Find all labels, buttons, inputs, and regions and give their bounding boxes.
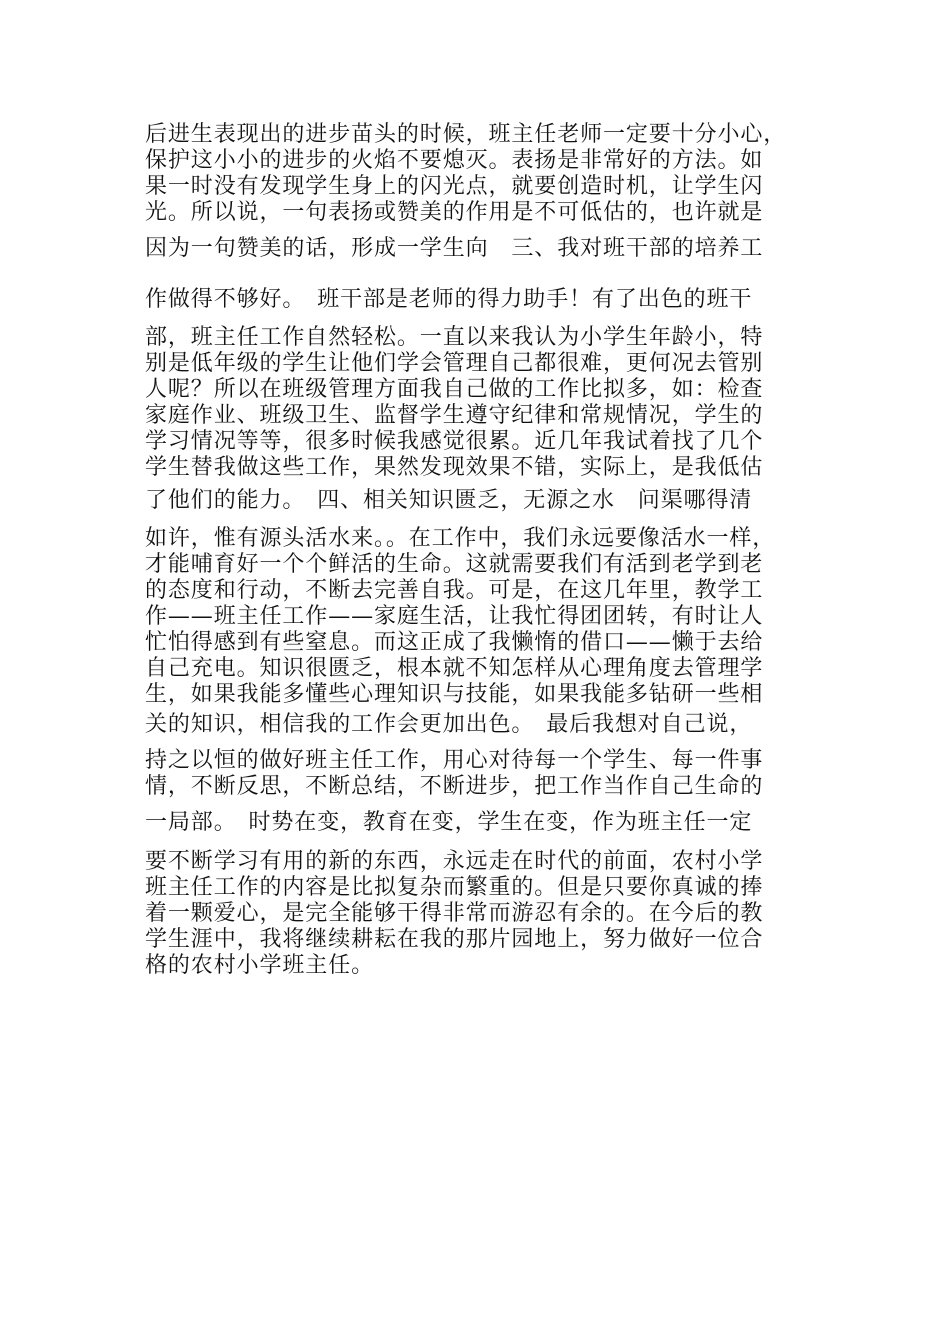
text-line: 作做得不够好。 班干部是老师的得力助手！有了出色的班干 bbox=[145, 287, 753, 312]
text-line: 班主任工作的内容是比拟复杂而繁重的。但是只要你真诚的捧 bbox=[145, 875, 764, 900]
text-line: 了他们的能力。 四、相关知识匮乏，无源之水 问渠哪得清 bbox=[145, 488, 753, 513]
text-line: 光。所以说，一句表扬或赞美的作用是不可低估的，也许就是 bbox=[145, 200, 764, 225]
text-line: 学习情况等等，很多时候我感觉很累。近几年我试着找了几个 bbox=[145, 429, 764, 454]
text-line: 学生涯中，我将继续耕耘在我的那片园地上，努力做好一位合 bbox=[145, 927, 764, 952]
text-line: 持之以恒的做好班主任工作，用心对待每一个学生、每一件事 bbox=[145, 748, 764, 773]
text-line: 着一颗爱心，是完全能够干得非常而游忍有余的。在今后的教 bbox=[145, 901, 764, 926]
text-line: 别是低年级的学生让他们学会管理自己都很难，更何况去管别 bbox=[145, 351, 764, 376]
text-line: 要不断学习有用的新的东西，永远走在时代的前面，农村小学 bbox=[145, 849, 764, 874]
text-line: 保护这小小的进步的火焰不要熄灭。表扬是非常好的方法。如 bbox=[145, 148, 764, 173]
text-line: 家庭作业、班级卫生、监督学生遵守纪律和常规情况，学生的 bbox=[145, 403, 764, 428]
text-line: 如许，惟有源头活水来。。在工作中，我们永远要像活水一样， bbox=[145, 526, 776, 551]
text-line: 部，班主任工作自然轻松。一直以来我认为小学生年龄小，特 bbox=[145, 325, 764, 350]
text-line: 因为一句赞美的话，形成一学生向 三、我对班干部的培养工 bbox=[145, 236, 764, 261]
text-line: 作——班主任工作——家庭生活，让我忙得团团转，有时让人 bbox=[145, 604, 764, 629]
text-line: 学生替我做这些工作，果然发现效果不错，实际上，是我低估 bbox=[145, 455, 764, 480]
text-line: 关的知识，相信我的工作会更加出色。 最后我想对自己说， bbox=[145, 712, 753, 737]
text-line: 人呢？所以在班级管理方面我自己做的工作比拟多，如：检查 bbox=[145, 377, 764, 402]
text-line: 忙怕得感到有些窒息。而这正成了我懒惰的借口——懒于去给 bbox=[145, 630, 764, 655]
text-line: 一局部。 时势在变，教育在变，学生在变，作为班主任一定 bbox=[145, 810, 753, 835]
text-line: 果一时没有发现学生身上的闪光点，就要创造时机，让学生闪 bbox=[145, 174, 764, 199]
text-line: 格的农村小学班主任。 bbox=[145, 953, 375, 978]
text-line: 的态度和行动，不断去完善自我。可是，在这几年里，教学工 bbox=[145, 578, 764, 603]
text-line: 自己充电。知识很匮乏，根本就不知怎样从心理角度去管理学 bbox=[145, 656, 764, 681]
text-line: 生，如果我能多懂些心理知识与技能，如果我能多钻研一些相 bbox=[145, 682, 764, 707]
text-line: 后进生表现出的进步苗头的时候，班主任老师一定要十分小心， bbox=[145, 122, 787, 147]
text-line: 情，不断反思，不断总结，不断进步，把工作当作自己生命的 bbox=[145, 774, 764, 799]
text-line: 才能哺育好一个个鲜活的生命。这就需要我们有活到老学到老 bbox=[145, 552, 764, 577]
